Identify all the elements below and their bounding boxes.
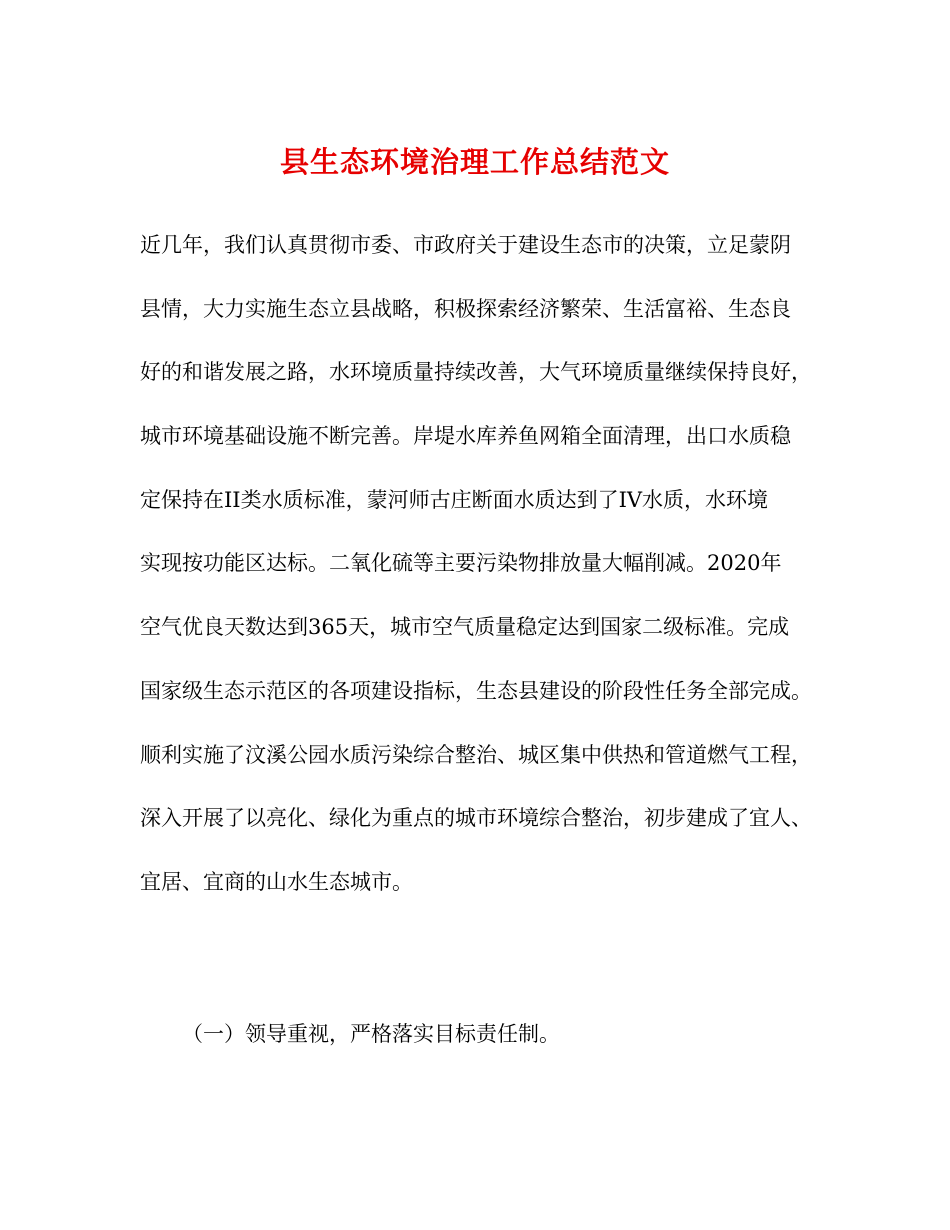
paragraph-line: 空气优良天数达到365天，城市空气质量稳定达到国家二级标准。完成 bbox=[140, 615, 790, 640]
document-title: 县生态环境治理工作总结范文 bbox=[279, 145, 670, 179]
section-heading: （一）领导重视，严格落实目标责任制。 bbox=[182, 1022, 560, 1046]
paragraph-line: 近几年，我们认真贯彻市委、市政府关于建设生态市的决策，立足蒙阴 bbox=[140, 233, 791, 257]
paragraph-line: 县情，大力实施生态立县战略，积极探索经济繁荣、生活富裕、生态良 bbox=[140, 296, 791, 321]
paragraph-line: 城市环境基础设施不断完善。岸堤水库养鱼网箱全面清理，出口水质稳 bbox=[140, 424, 791, 449]
paragraph-line: 宜居、宜商的山水生态城市。 bbox=[140, 869, 413, 894]
paragraph-line: 实现按功能区达标。二氧化硫等主要污染物排放量大幅削减。2020年 bbox=[140, 551, 782, 576]
paragraph-line: 定保持在II类水质标准，蒙河师古庄断面水质达到了IV水质，水环境 bbox=[140, 487, 769, 512]
paragraph-line: 国家级生态示范区的各项建设指标，生态县建设的阶段性任务全部完成。 bbox=[140, 678, 812, 703]
paragraph-line: 深入开展了以亮化、绿化为重点的城市环境综合整治，初步建成了宜人、 bbox=[140, 806, 812, 831]
body-paragraph bbox=[140, 223, 840, 924]
paragraph-line: 顺利实施了汶溪公园水质污染综合整治、城区集中供热和管道燃气工程， bbox=[140, 742, 812, 767]
paragraph-line: 好的和谐发展之路，水环境质量持续改善，大气环境质量继续保持良好， bbox=[140, 360, 812, 385]
